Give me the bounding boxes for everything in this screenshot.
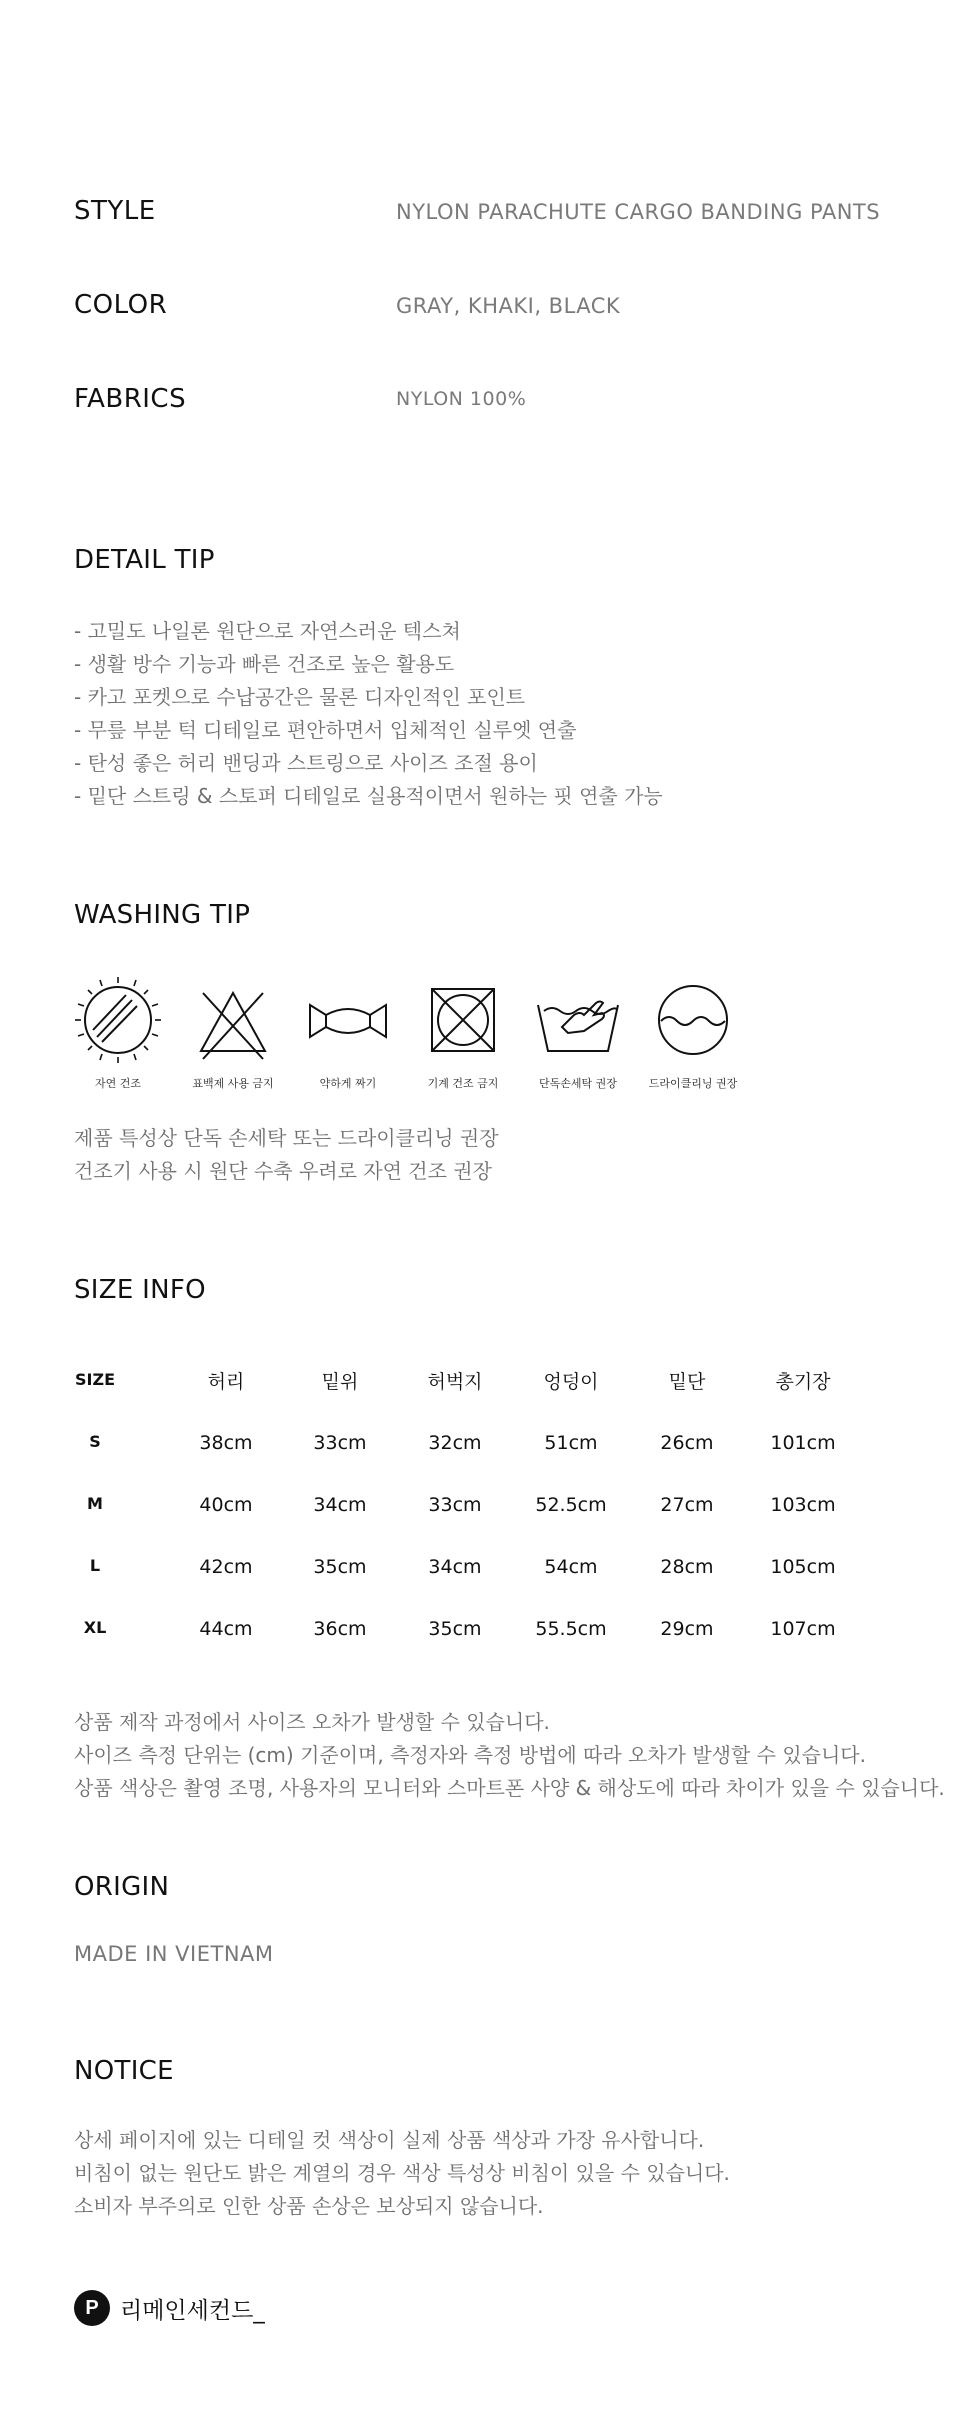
size-cell: 38cm [199, 1432, 253, 1454]
spec-color-value: GRAY, KHAKI, BLACK [396, 294, 621, 318]
size-cell: 35cm [428, 1618, 482, 1640]
size-cell: 55.5cm [535, 1618, 607, 1640]
size-cell: 34cm [428, 1556, 482, 1578]
washing-icon-item [173, 975, 293, 1091]
size-note-line: 상품 제작 과정에서 사이즈 오차가 발생할 수 있습니다. [74, 1710, 550, 1734]
detail-tip-list [74, 615, 934, 813]
washing-icon-item [288, 975, 408, 1091]
size-row-label: XL [83, 1618, 107, 1637]
spec-fabrics-label: FABRICS [74, 384, 187, 414]
size-cell: 42cm [199, 1556, 253, 1578]
origin-heading: ORIGIN [74, 1872, 170, 1902]
spec-style-value: NYLON PARACHUTE CARGO BANDING PANTS [396, 200, 881, 224]
gentle-twist-icon [288, 975, 408, 1065]
size-cell: 51cm [544, 1432, 598, 1454]
size-cell: 103cm [770, 1494, 836, 1516]
no-bleach-icon [173, 975, 293, 1065]
size-cell: 26cm [660, 1432, 714, 1454]
size-note-line: 사이즈 측정 단위는 (cm) 기준이며, 측정자와 측정 방법에 따라 오차가 발생할 수 있습니다. [74, 1743, 866, 1767]
washing-icon-item [58, 975, 178, 1091]
size-header-waist: 허리 [207, 1371, 245, 1393]
detail-tip-line: - 밑단 스트링 & 스토퍼 디테일로 실용적이면서 원하는 핏 연출 가능 [74, 784, 663, 808]
size-cell: 33cm [428, 1494, 482, 1516]
size-cell: 29cm [660, 1618, 714, 1640]
size-note-line: 상품 색상은 촬영 조명, 사용자의 모니터와 스마트폰 사양 & 해상도에 따라 차이가 있을 수 있습니다. [74, 1776, 945, 1800]
hand-wash-icon [518, 975, 638, 1065]
washing-icon-caption: 자연 건조 [94, 1077, 141, 1090]
size-cell: 35cm [313, 1556, 367, 1578]
washing-tip-heading: WASHING TIP [74, 900, 251, 930]
size-info-heading: SIZE INFO [74, 1275, 206, 1305]
size-cell: 36cm [313, 1618, 367, 1640]
size-cell: 52.5cm [535, 1494, 607, 1516]
washing-tip-line: 제품 특성상 단독 손세탁 또는 드라이클리닝 권장 [74, 1126, 499, 1150]
size-cell: 28cm [660, 1556, 714, 1578]
detail-tip-heading: DETAIL TIP [74, 545, 215, 575]
washing-tip-text [74, 1122, 934, 1188]
detail-tip-line: - 고밀도 나일론 원단으로 자연스러운 텍스쳐 [74, 619, 461, 643]
dry-clean-icon [633, 975, 753, 1065]
notice-heading: NOTICE [74, 2056, 174, 2086]
spec-fabrics-value: NYLON 100% [396, 388, 527, 410]
detail-tip-line: - 무릎 부분 턱 디테일로 편안하면서 입체적인 실루엣 연출 [74, 718, 577, 742]
brand-logo-icon: P [74, 2290, 110, 2326]
size-cell: 32cm [428, 1432, 482, 1454]
size-cell: 105cm [770, 1556, 836, 1578]
washing-tip-line: 건조기 사용 시 원단 수축 우려로 자연 건조 권장 [74, 1159, 492, 1183]
size-cell: 54cm [544, 1556, 598, 1578]
washing-icon-item [518, 975, 638, 1091]
size-header-rise: 밑위 [321, 1371, 359, 1393]
size-notes [74, 1706, 954, 1805]
size-cell: 33cm [313, 1432, 367, 1454]
origin-value: MADE IN VIETNAM [74, 1942, 274, 1966]
size-cell: 101cm [770, 1432, 836, 1454]
size-cell: 107cm [770, 1618, 836, 1640]
notice-line: 비침이 없는 원단도 밝은 계열의 경우 색상 특성상 비침이 있을 수 있습니다. [74, 2161, 730, 2185]
size-cell: 44cm [199, 1618, 253, 1640]
size-cell: 27cm [660, 1494, 714, 1516]
washing-icon-item [633, 975, 753, 1091]
spec-style-label: STYLE [74, 196, 156, 226]
size-cell: 34cm [313, 1494, 367, 1516]
detail-tip-line: - 탄성 좋은 허리 밴딩과 스트링으로 사이즈 조절 용이 [74, 751, 538, 775]
washing-icon-caption: 단독손세탁 권장 [539, 1077, 617, 1090]
size-header-length: 총기장 [775, 1371, 831, 1393]
detail-tip-line: - 카고 포켓으로 수납공간은 물론 디자인적인 포인트 [74, 685, 526, 709]
size-cell: 40cm [199, 1494, 253, 1516]
size-header-size: SIZE [74, 1370, 115, 1389]
no-tumble-dry-icon [403, 975, 523, 1065]
size-row-label: S [89, 1432, 101, 1451]
notice-text [74, 2124, 934, 2223]
washing-icon-caption: 약하게 짜기 [319, 1077, 377, 1090]
spec-color-label: COLOR [74, 290, 168, 320]
size-header-hem: 밑단 [668, 1371, 706, 1393]
brand-name: 리메인세컨드_ [120, 2297, 265, 2324]
detail-tip-line: - 생활 방수 기능과 빠른 건조로 높은 활용도 [74, 652, 455, 676]
size-row-label: L [89, 1556, 101, 1575]
size-header-thigh: 허벅지 [427, 1371, 483, 1393]
washing-icon-item [403, 975, 523, 1091]
sun-dry-icon [58, 975, 178, 1065]
size-header-hip: 엉덩이 [543, 1371, 599, 1393]
washing-icon-caption: 드라이클리닝 권장 [648, 1077, 738, 1090]
notice-line: 상세 페이지에 있는 디테일 컷 색상이 실제 상품 색상과 가장 유사합니다. [74, 2128, 705, 2152]
washing-icon-caption: 기계 건조 금지 [427, 1077, 499, 1090]
washing-icon-caption: 표백제 사용 금지 [192, 1077, 274, 1090]
notice-line: 소비자 부주의로 인한 상품 손상은 보상되지 않습니다. [74, 2194, 544, 2218]
brand-footer [74, 2290, 265, 2326]
size-row-label: M [87, 1494, 103, 1513]
